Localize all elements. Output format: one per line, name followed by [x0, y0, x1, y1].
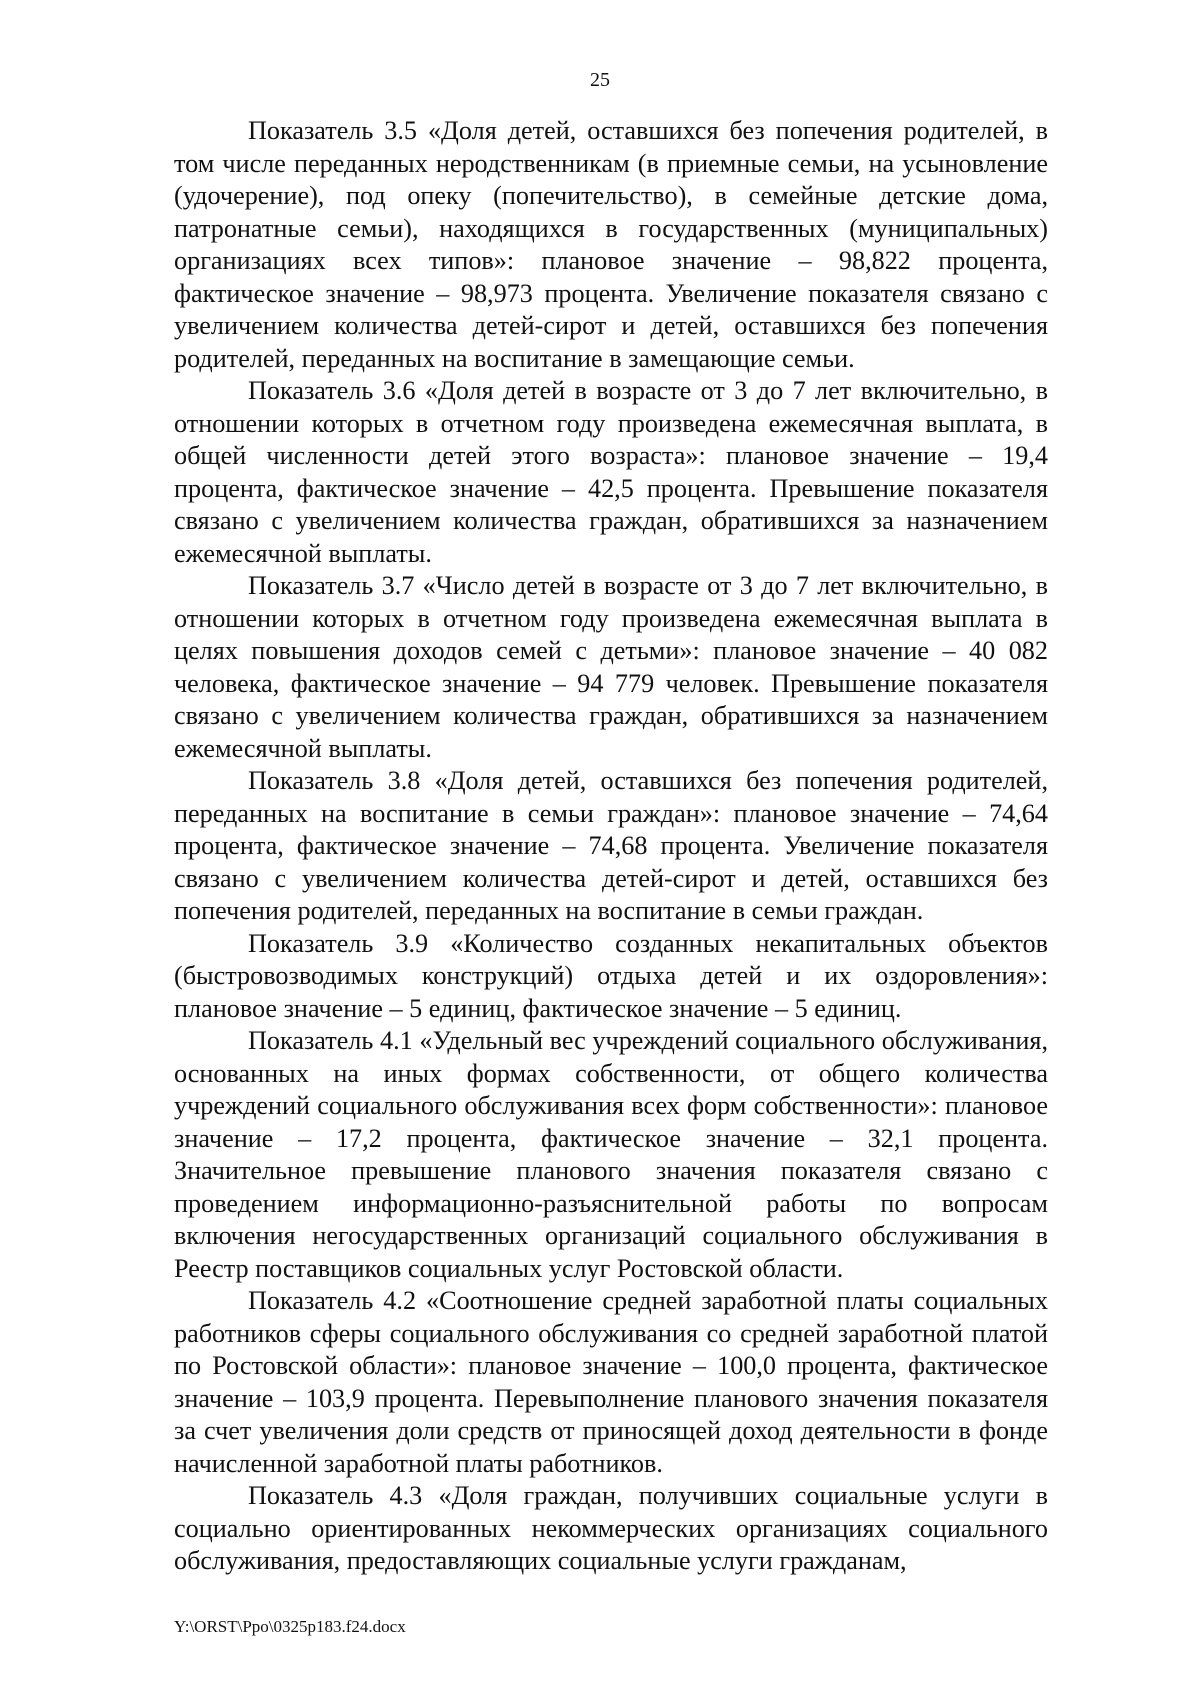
footer-file-path: Y:\ORST\Ppo\0325p183.f24.docx	[174, 1617, 406, 1636]
paragraph-indicator-3-7: Показатель 3.7 «Число детей в возрасте от 3 до 7 лет включительно, в отношении которых в отчетном году произведена ежемесячная выплата в целях повышения доходов семей с детьми»: плановое значение – 40 082 человека, фактическое значение – 94 779 человек. Превышение показателя связано с увеличением количества граждан, обратившихся за назначением ежемесячной выплаты.	[174, 571, 1048, 763]
paragraph-indicator-3-5: Показатель 3.5 «Доля детей, оставшихся без попечения родителей, в том числе переданных неродственникам (в приемные семьи, на усыновление (удочерение), под опеку (попечительство), в семейные детские дома, патронатные семьи), находящихся в государственных (муниципальных) организациях всех типов»: плановое значение – 98,822 процента, фактическое значение – 98,973 процента. Увеличение показателя связано с увеличением количества детей-сирот и детей, оставшихся без попечения родителей, переданных на воспитание в замещающие семьи.	[174, 116, 1048, 373]
paragraph-indicator-3-6: Показатель 3.6 «Доля детей в возрасте от 3 до 7 лет включительно, в отношении которых в отчетном году произведена ежемесячная выплата, в общей численности детей этого возраста»: плановое значение – 19,4 процента, фактическое значение – 42,5 процента. Превышение показателя связано с увеличением количества граждан, обратившихся за назначением ежемесячной выплаты.	[174, 376, 1048, 568]
paragraph-indicator-3-9: Показатель 3.9 «Количество созданных некапитальных объектов (быстровозводимых конструкций) отдыха детей и их оздоровления»: плановое значение – 5 единиц, фактическое значение – 5 единиц.	[174, 928, 1048, 1023]
paragraph-indicator-3-8: Показатель 3.8 «Доля детей, оставшихся без попечения родителей, переданных на воспитание в семьи граждан»: плановое значение – 74,64 процента, фактическое значение – 74,68 процента. Увеличение показателя связано с увеличением количества детей-сирот и детей, оставшихся без попечения родителей, переданных на воспитание в семьи граждан.	[174, 766, 1048, 925]
paragraph-indicator-4-1: Показатель 4.1 «Удельный вес учреждений социального обслуживания, основанных на иных формах собственности, от общего количества учреждений социального обслуживания всех форм собственности»: плановое значение – 17,2 процента, фактическое значение – 32,1 процента. Значительное превышение планового значения показателя связано с проведением информационно-разъяснительной работы по вопросам включения негосударственных организаций социального обслуживания в Реестр поставщиков социальных услуг Ростовской области.	[174, 1026, 1048, 1283]
paragraph-indicator-4-3: Показатель 4.3 «Доля граждан, получивших социальные услуги в социально ориентированных некоммерческих организациях социального обслуживания, предоставляющих социальные услуги гражданам,	[174, 1481, 1048, 1575]
paragraph-indicator-4-2: Показатель 4.2 «Соотношение средней заработной платы социальных работников сферы социального обслуживания со средней заработной платой по Ростовской области»: плановое значение – 100,0 процента, фактическое значение – 103,9 процента. Перевыполнение планового значения показателя за счет увеличения доли средств от приносящей доход деятельности в фонде начисленной заработной платы работников.	[174, 1286, 1048, 1478]
page-number: 25	[590, 69, 610, 91]
document-body	[174, 115, 1048, 1578]
